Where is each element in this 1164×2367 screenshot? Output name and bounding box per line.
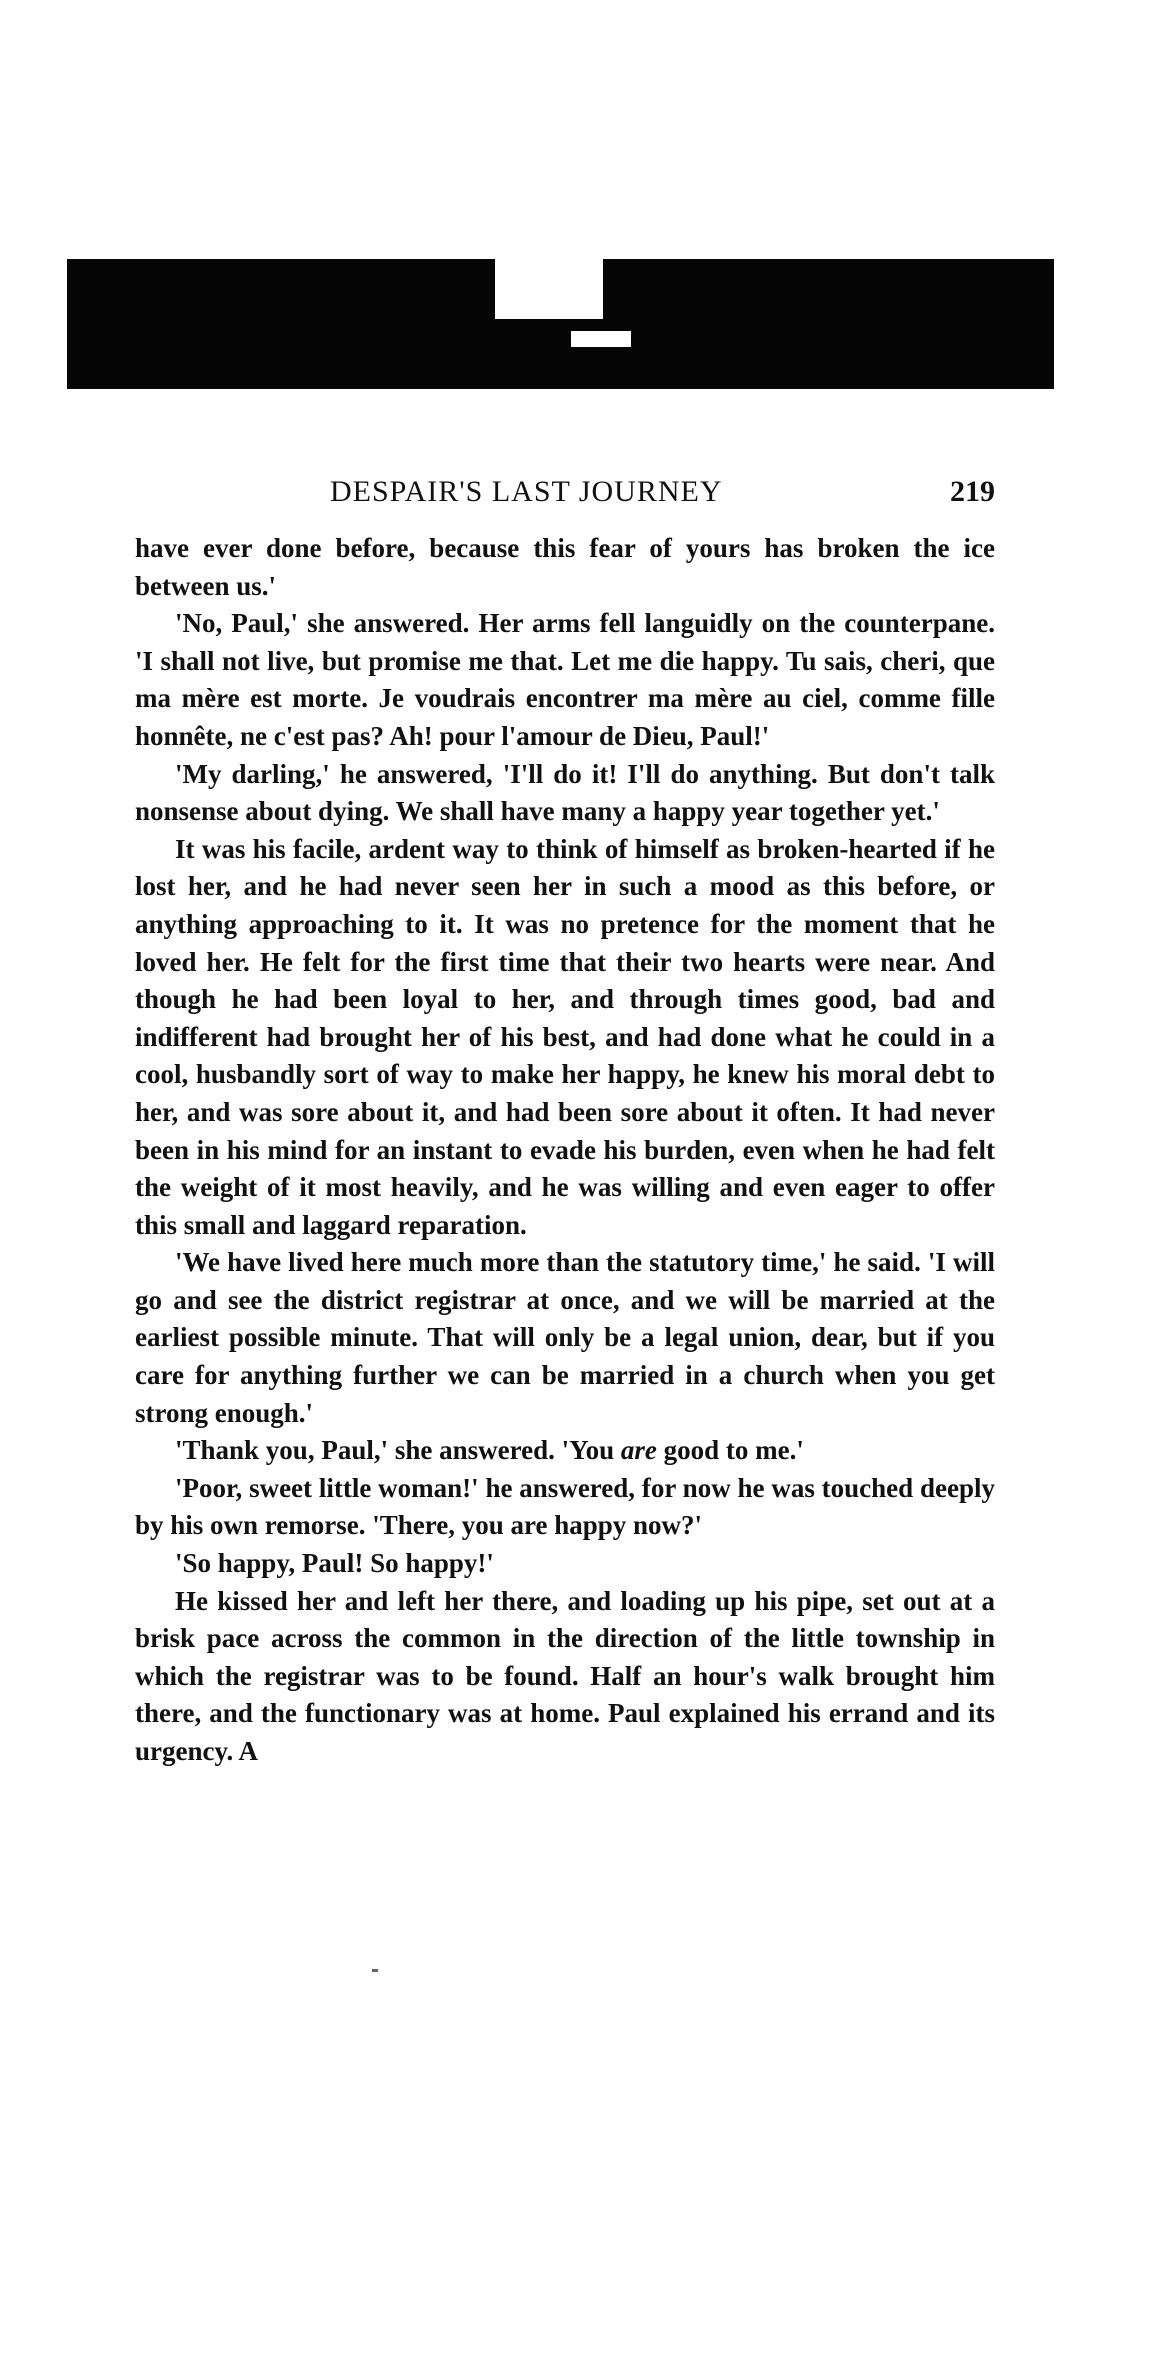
paragraph-my-darling: 'My darling,' he answered, 'I'll do it! I'll do anything. But don't talk nonsense about dying. We shall have many a happy year together yet.' bbox=[135, 758, 995, 827]
paragraph-statutory-time: 'We have lived here much more than the statutory time,' he said. 'I will go and see the district registrar at once, and we will be married at the earliest possible minute. That will only be a legal union, dear, but if you care for anything further we can be married in a church when you get strong enough.' bbox=[135, 1247, 995, 1428]
running-title: DESPAIR'S LAST JOURNEY bbox=[330, 475, 723, 508]
paragraph-thank-you bbox=[135, 1432, 995, 1470]
stray-mark bbox=[372, 1969, 378, 1972]
thank-you-before: 'Thank you, Paul,' she answered. 'You bbox=[175, 1435, 621, 1466]
running-head bbox=[135, 472, 995, 512]
paragraph-no-paul: 'No, Paul,' she answered. Her arms fell languidly on the counterpane. 'I shall not live, but promise me that. Let me die happy. Tu sais, cheri, que ma mère est morte. Je voudrais encontrer ma mère au ciel, comme fille honnête, ne c'est pas? Ah! pour l'amour de Dieu, Paul!' bbox=[135, 608, 995, 751]
scan-notch-mark bbox=[571, 331, 631, 347]
paragraph-sweet-woman: 'Poor, sweet little woman!' he answered, for now he was touched deeply by his own remorse. 'There, you are happy now?' bbox=[135, 1472, 995, 1541]
text-body bbox=[135, 530, 995, 1771]
paragraph-continued: have ever done before, because this fear of yours has broken the ice between us.' bbox=[135, 533, 995, 601]
page-number: 219 bbox=[950, 475, 995, 508]
paragraph-so-happy: 'So happy, Paul! So happy!' bbox=[175, 1548, 494, 1579]
scanned-black-bar bbox=[67, 259, 1054, 389]
scan-notch bbox=[495, 259, 603, 319]
paragraph-facile-ardent: It was his facile, ardent way to think of himself as broken-hearted if he lost her, and he had never seen her in such a mood as this before, or anything approaching to it. It was no pretence for the moment that he loved her. He felt for the first time that their two hearts were near. And though he had been loyal to her, and through times good, bad and indifferent had brought her of his best, and had done what he could in a cool, husbandly sort of way to make her happy, he knew his moral debt to her, and was sore about it, and had been sore about it often. It had never been in his mind for an instant to evade his burden, even when he had felt the weight of it most heavily, and he was willing and even eager to offer this small and laggard reparation. bbox=[135, 833, 995, 1240]
thank-you-emphasis: are bbox=[620, 1435, 657, 1466]
thank-you-after: good to me.' bbox=[656, 1435, 804, 1466]
paragraph-kissed-her: He kissed her and left her there, and loading up his pipe, set out at a brisk pace across the common in the direction of the little township in which the registrar was to be found. Half an hour's walk brought him there, and the functionary was at home. Paul explained his errand and its urgency. A bbox=[135, 1585, 995, 1766]
